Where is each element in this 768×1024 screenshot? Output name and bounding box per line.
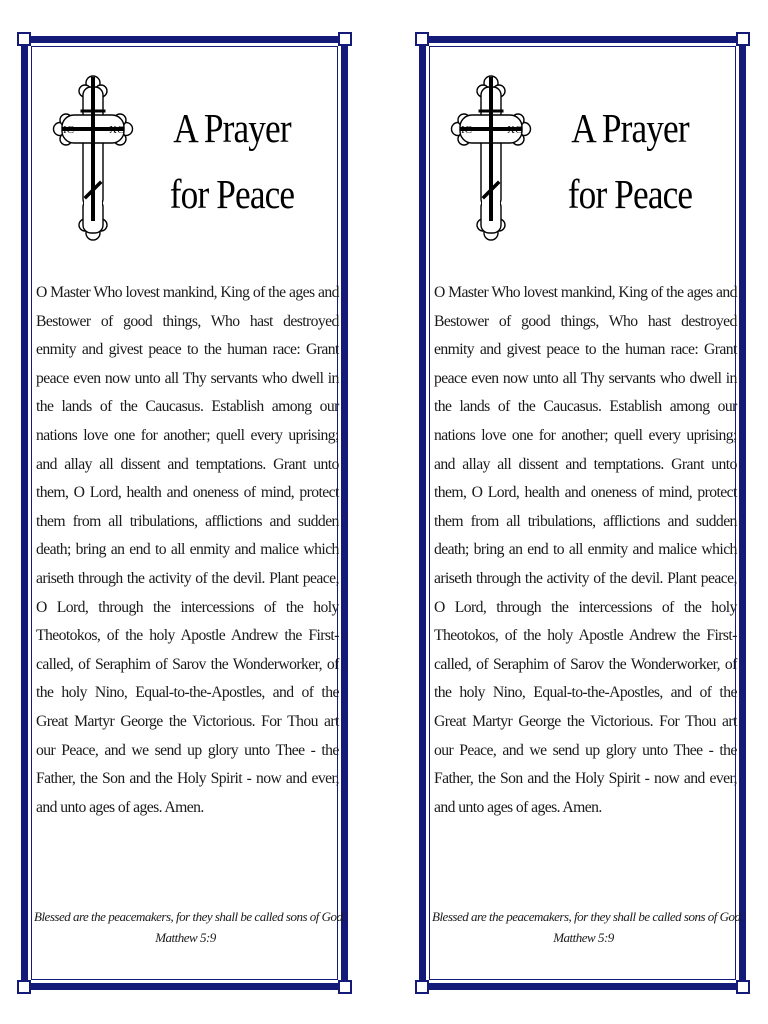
title-line-1: A Prayer [173,105,291,151]
verse-text: Blessed are the peacemakers, for they shall be called sons of God. [34,909,346,924]
svg-text:IC: IC [461,124,472,136]
scripture-quote [432,906,744,948]
verse-reference: Matthew 5:9 [155,930,216,945]
svg-text:XC: XC [507,124,523,136]
prayer-text: O Master Who lovest mankind, King of the ages and Bestower of good things, Who hast destroyed enmity and givest peace to the human race: Grant peace even now unto all Thy servants who dwell in the lands of the Caucasus. Establish among our nations love one for another; quell every uprising; and allay all dissent and temptations. Grant unto them, O Lord, health and oneness of mind, protect them from all tribulations, afflictions and sudden death; bring an end to all enmity and malice which ariseth through the activity of the devil. Plant peace, O Lord, through the intercessions of the holy Theotokos, of the holy Apostle Andrew the First-called, of Seraphim of Sarov the Wonderworker, of the holy Nino, Equal-to-the-Apostles, and of the Great Martyr George the Victorious. For Thou art our Peace, and we send up glory unto Thee - the Father, the Son and the Holy Spirit - now and ever, and unto ages of ages. Amen. [36,284,339,816]
border-corner [415,32,429,46]
title-line-1: A Prayer [571,105,689,151]
prayer-text: O Master Who lovest mankind, King of the ages and Bestower of good things, Who hast destroyed enmity and givest peace to the human race: Grant peace even now unto all Thy servants who dwell in the lands of the Caucasus. Establish among our nations love one for another; quell every uprising; and allay all dissent and temptations. Grant unto them, O Lord, health and oneness of mind, protect them from all tribulations, afflictions and sudden death; bring an end to all enmity and malice which ariseth through the activity of the devil. Plant peace, O Lord, through the intercessions of the holy Theotokos, of the holy Apostle Andrew the First-called, of Seraphim of Sarov the Wonderworker, of the holy Nino, Equal-to-the-Apostles, and of the Great Martyr George the Victorious. For Thou art our Peace, and we send up glory unto Thee - the Father, the Son and the Holy Spirit - now and ever, and unto ages of ages. Amen. [434,284,737,816]
verse-text: Blessed are the peacemakers, for they shall be called sons of God. [432,909,744,924]
border-corner [415,980,429,994]
orthodox-cross-icon [52,69,134,249]
svg-text:XC: XC [109,124,125,136]
border-corner [17,32,31,46]
border-corner [736,32,750,46]
prayer-card-right [419,36,746,990]
verse-reference: Matthew 5:9 [553,930,614,945]
page-title [556,95,704,227]
border-corner [17,980,31,994]
scripture-quote [34,906,346,948]
svg-text:IC: IC [63,124,74,136]
border-corner [338,32,352,46]
page-title [158,95,306,227]
orthodox-cross-icon [450,69,532,249]
title-line-2: for Peace [169,171,295,217]
border-corner [736,980,750,994]
prayer-card-left [21,36,348,990]
title-line-2: for Peace [567,171,693,217]
border-corner [338,980,352,994]
